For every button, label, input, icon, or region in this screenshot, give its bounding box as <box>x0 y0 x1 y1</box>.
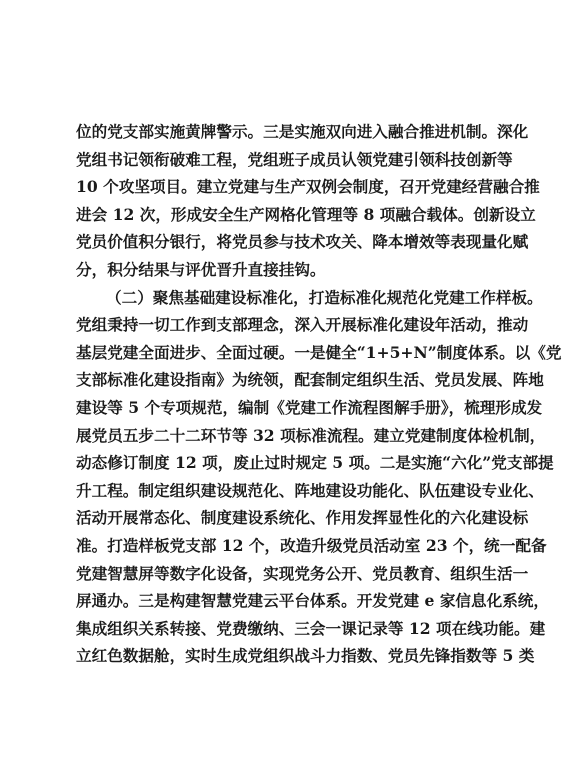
text-line: 活动开展常态化、制度建设系统化、作用发挥显性化的六化建设标 <box>76 508 529 528</box>
body-text <box>76 118 562 670</box>
text-line: 10 个攻坚项目。建立党建与生产双例会制度，召开党建经营融合推 <box>76 177 540 197</box>
text-line: 支部标准化建设指南》为统领，配套制定组织生活、党员发展、阵地 <box>76 370 544 390</box>
text-line: 动态修订制度 12 项，废止过时规定 5 项。二是实施“六化”党支部提 <box>76 453 554 473</box>
text-line: 升工程。制定组织建设规范化、阵地建设功能化、队伍建设专业化、 <box>76 480 544 500</box>
text-line: 基层党建全面进步、全面过硬。一是健全“1+5+N”制度体系。以《党 <box>76 342 562 362</box>
text-line: 位的党支部实施黄牌警示。三是实施双向进入融合推进机制。深化 <box>76 122 529 141</box>
text-line: 党组书记领衔破难工程，党组班子成员认领党建引领科技创新等 <box>76 149 513 169</box>
text-line: 党员价值积分银行，将党员参与技术攻关、降本增效等表现量化赋 <box>76 232 529 252</box>
text-line: 党建智慧屏等数字化设备，实现党务公开、党员教育、组织生活一 <box>76 563 529 583</box>
text-line: 建设等 5 个专项规范，编制《党建工作流程图解手册》，梳理形成发 <box>76 397 543 417</box>
text-line: 集成组织关系转接、党费缴纳、三会一课记录等 12 项在线功能。建 <box>76 618 546 638</box>
text-line: 立红色数据舱，实时生成党组织战斗力指数、党员先锋指数等 5 类 <box>76 646 535 666</box>
text-line: 展党员五步二十二环节等 32 项标准流程。建立党建制度体检机制， <box>76 425 546 445</box>
text-line: 分，积分结果与评优晋升直接挂钩。 <box>76 259 326 279</box>
text-line: 党组秉持一切工作到支部理念，深入开展标准化建设年活动，推动 <box>76 315 529 335</box>
text-line: 准。打造样板党支部 12 个，改造升级党员活动室 23 个，统一配备 <box>76 535 547 555</box>
text-line: 进会 12 次，形成安全生产网格化管理等 8 项融合载体。创新设立 <box>76 204 536 224</box>
section-heading-line: （二）聚焦基础建设标准化，打造标准化规范化党建工作样板。 <box>106 287 543 307</box>
text-line: 屏通办。三是构建智慧党建云平台体系。开发党建 e 家信息化系统， <box>76 591 549 611</box>
